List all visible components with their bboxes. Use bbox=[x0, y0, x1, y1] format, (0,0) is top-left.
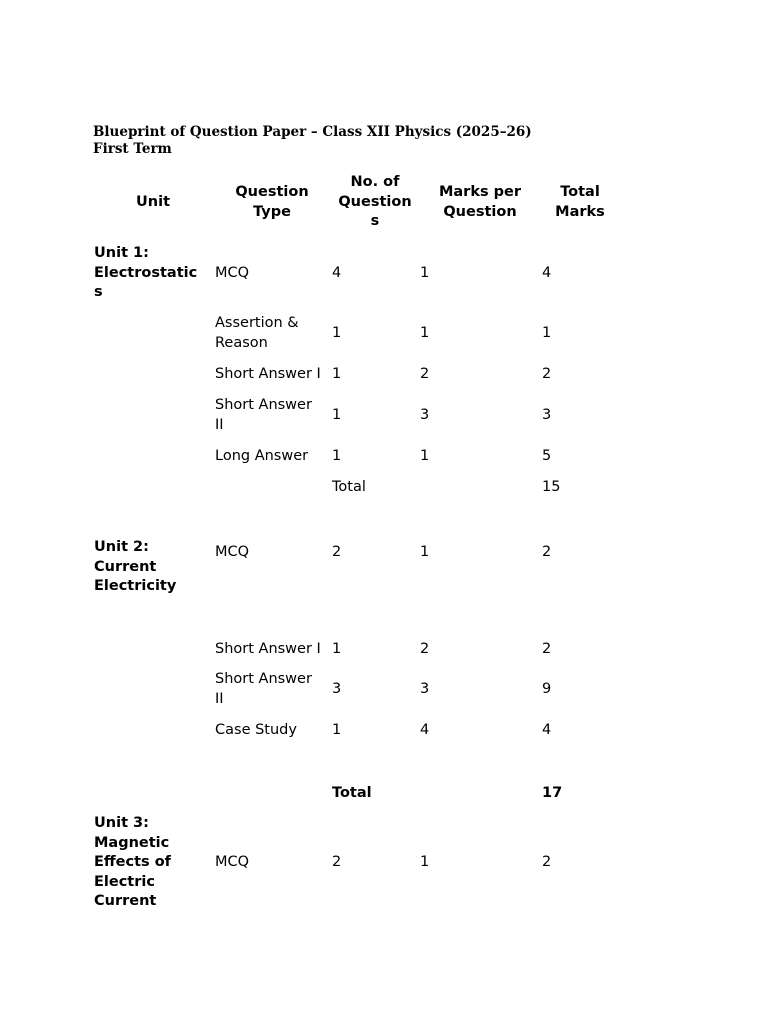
header-marks-per-question bbox=[420, 183, 540, 222]
unit2-row-num: 1 bbox=[332, 722, 342, 738]
unit2-row-num: 3 bbox=[332, 681, 342, 697]
unit1-row-total: 4 bbox=[542, 265, 552, 281]
unit2-row-mpq: 1 bbox=[420, 544, 430, 560]
unit1-row-mpq: 1 bbox=[420, 325, 430, 341]
header-unit bbox=[93, 193, 213, 213]
unit2-name-line2: Current bbox=[94, 558, 157, 575]
unit1-row-type-line1: Short Answer bbox=[215, 397, 312, 413]
unit2-row-total: 4 bbox=[542, 722, 552, 738]
unit2-row-num: 2 bbox=[332, 544, 342, 560]
unit2-row-mpq: 2 bbox=[420, 641, 430, 657]
unit2-row-type: MCQ bbox=[215, 544, 250, 560]
document-title-block bbox=[93, 124, 532, 158]
unit3-name-line1: Unit 3: bbox=[94, 815, 149, 831]
unit3-name-line2: Magnetic bbox=[94, 834, 170, 851]
unit1-row-num: 4 bbox=[332, 265, 342, 281]
unit3-row-type: MCQ bbox=[215, 854, 250, 870]
header-question-type-line1: Question bbox=[235, 184, 309, 200]
unit2-row-num: 1 bbox=[332, 641, 342, 657]
unit3-name-line3: Effects of bbox=[94, 854, 171, 870]
header-num-questions-line2: Question bbox=[338, 193, 412, 210]
unit2-name-line1: Unit 2: bbox=[94, 539, 149, 555]
unit1-row-type-line2: Reason bbox=[215, 334, 268, 351]
unit2-name bbox=[94, 538, 176, 597]
unit1-row-type: Long Answer bbox=[215, 448, 309, 464]
unit1-row-total: 3 bbox=[542, 407, 552, 423]
unit2-row-type bbox=[215, 670, 312, 709]
unit3-row-num: 2 bbox=[332, 854, 342, 870]
header-num-questions-line3: s bbox=[370, 213, 380, 229]
unit1-row-num: 1 bbox=[332, 407, 342, 423]
unit1-row-num: 1 bbox=[332, 448, 342, 464]
unit1-row-total: 2 bbox=[542, 366, 552, 382]
unit1-row-mpq: 1 bbox=[420, 265, 430, 281]
header-total-marks-line2: Marks bbox=[555, 203, 605, 220]
unit3-row-mpq: 1 bbox=[420, 854, 430, 870]
unit1-name bbox=[94, 244, 197, 303]
header-total-marks-line1: Total bbox=[560, 184, 600, 200]
unit1-row-total: 5 bbox=[542, 448, 552, 464]
unit2-row-type: Case Study bbox=[215, 722, 297, 738]
unit3-name-line5: Current bbox=[94, 893, 157, 909]
unit1-row-mpq: 3 bbox=[420, 407, 430, 423]
unit2-row-mpq: 3 bbox=[420, 681, 430, 697]
unit1-row-type-line2: II bbox=[215, 416, 224, 433]
unit2-row-mpq: 4 bbox=[420, 722, 430, 738]
unit3-name bbox=[94, 814, 171, 912]
header-marks-per-question-line2: Question bbox=[443, 203, 517, 220]
unit2-row-total: 2 bbox=[542, 544, 552, 560]
header-marks-per-question-line1: Marks per bbox=[438, 184, 522, 200]
document-title: Blueprint of Question Paper – Class XII Physics (2025–26) bbox=[93, 124, 532, 140]
unit1-row-type-line1: Assertion & bbox=[215, 315, 299, 331]
unit1-row-num: 1 bbox=[332, 366, 342, 382]
header-num-questions bbox=[331, 173, 419, 232]
header-num-questions-line1: No. of bbox=[350, 174, 400, 190]
unit1-row-type: MCQ bbox=[215, 265, 250, 281]
unit2-row-type-line2: II bbox=[215, 690, 224, 707]
header-unit-text: Unit bbox=[136, 194, 170, 210]
unit1-name-line3: s bbox=[94, 284, 103, 300]
unit1-total-value: 15 bbox=[542, 479, 561, 495]
unit2-row-total: 2 bbox=[542, 641, 552, 657]
unit1-row-type bbox=[215, 396, 312, 435]
unit1-row-total: 1 bbox=[542, 325, 552, 341]
unit2-row-type: Short Answer I bbox=[215, 641, 321, 657]
unit1-total-label: Total bbox=[332, 479, 366, 495]
unit1-row-num: 1 bbox=[332, 325, 342, 341]
unit1-row-mpq: 2 bbox=[420, 366, 430, 382]
header-question-type-line2: Type bbox=[253, 203, 291, 220]
document-subtitle: First Term bbox=[93, 141, 172, 157]
unit2-total-label: Total bbox=[332, 785, 372, 801]
unit1-row-type: Short Answer I bbox=[215, 366, 321, 382]
unit1-row-mpq: 1 bbox=[420, 448, 430, 464]
unit2-name-line3: Electricity bbox=[94, 578, 177, 594]
unit2-row-type-line1: Short Answer bbox=[215, 671, 312, 687]
unit2-total-value: 17 bbox=[542, 785, 563, 801]
unit2-row-total: 9 bbox=[542, 681, 552, 697]
header-total-marks bbox=[541, 183, 619, 222]
unit3-name-line4: Electric bbox=[94, 873, 155, 890]
unit1-name-line1: Unit 1: bbox=[94, 245, 149, 261]
unit1-row-type bbox=[215, 314, 299, 353]
unit1-name-line2: Electrostatic bbox=[94, 264, 198, 281]
unit3-row-total: 2 bbox=[542, 854, 552, 870]
header-question-type bbox=[214, 183, 330, 222]
